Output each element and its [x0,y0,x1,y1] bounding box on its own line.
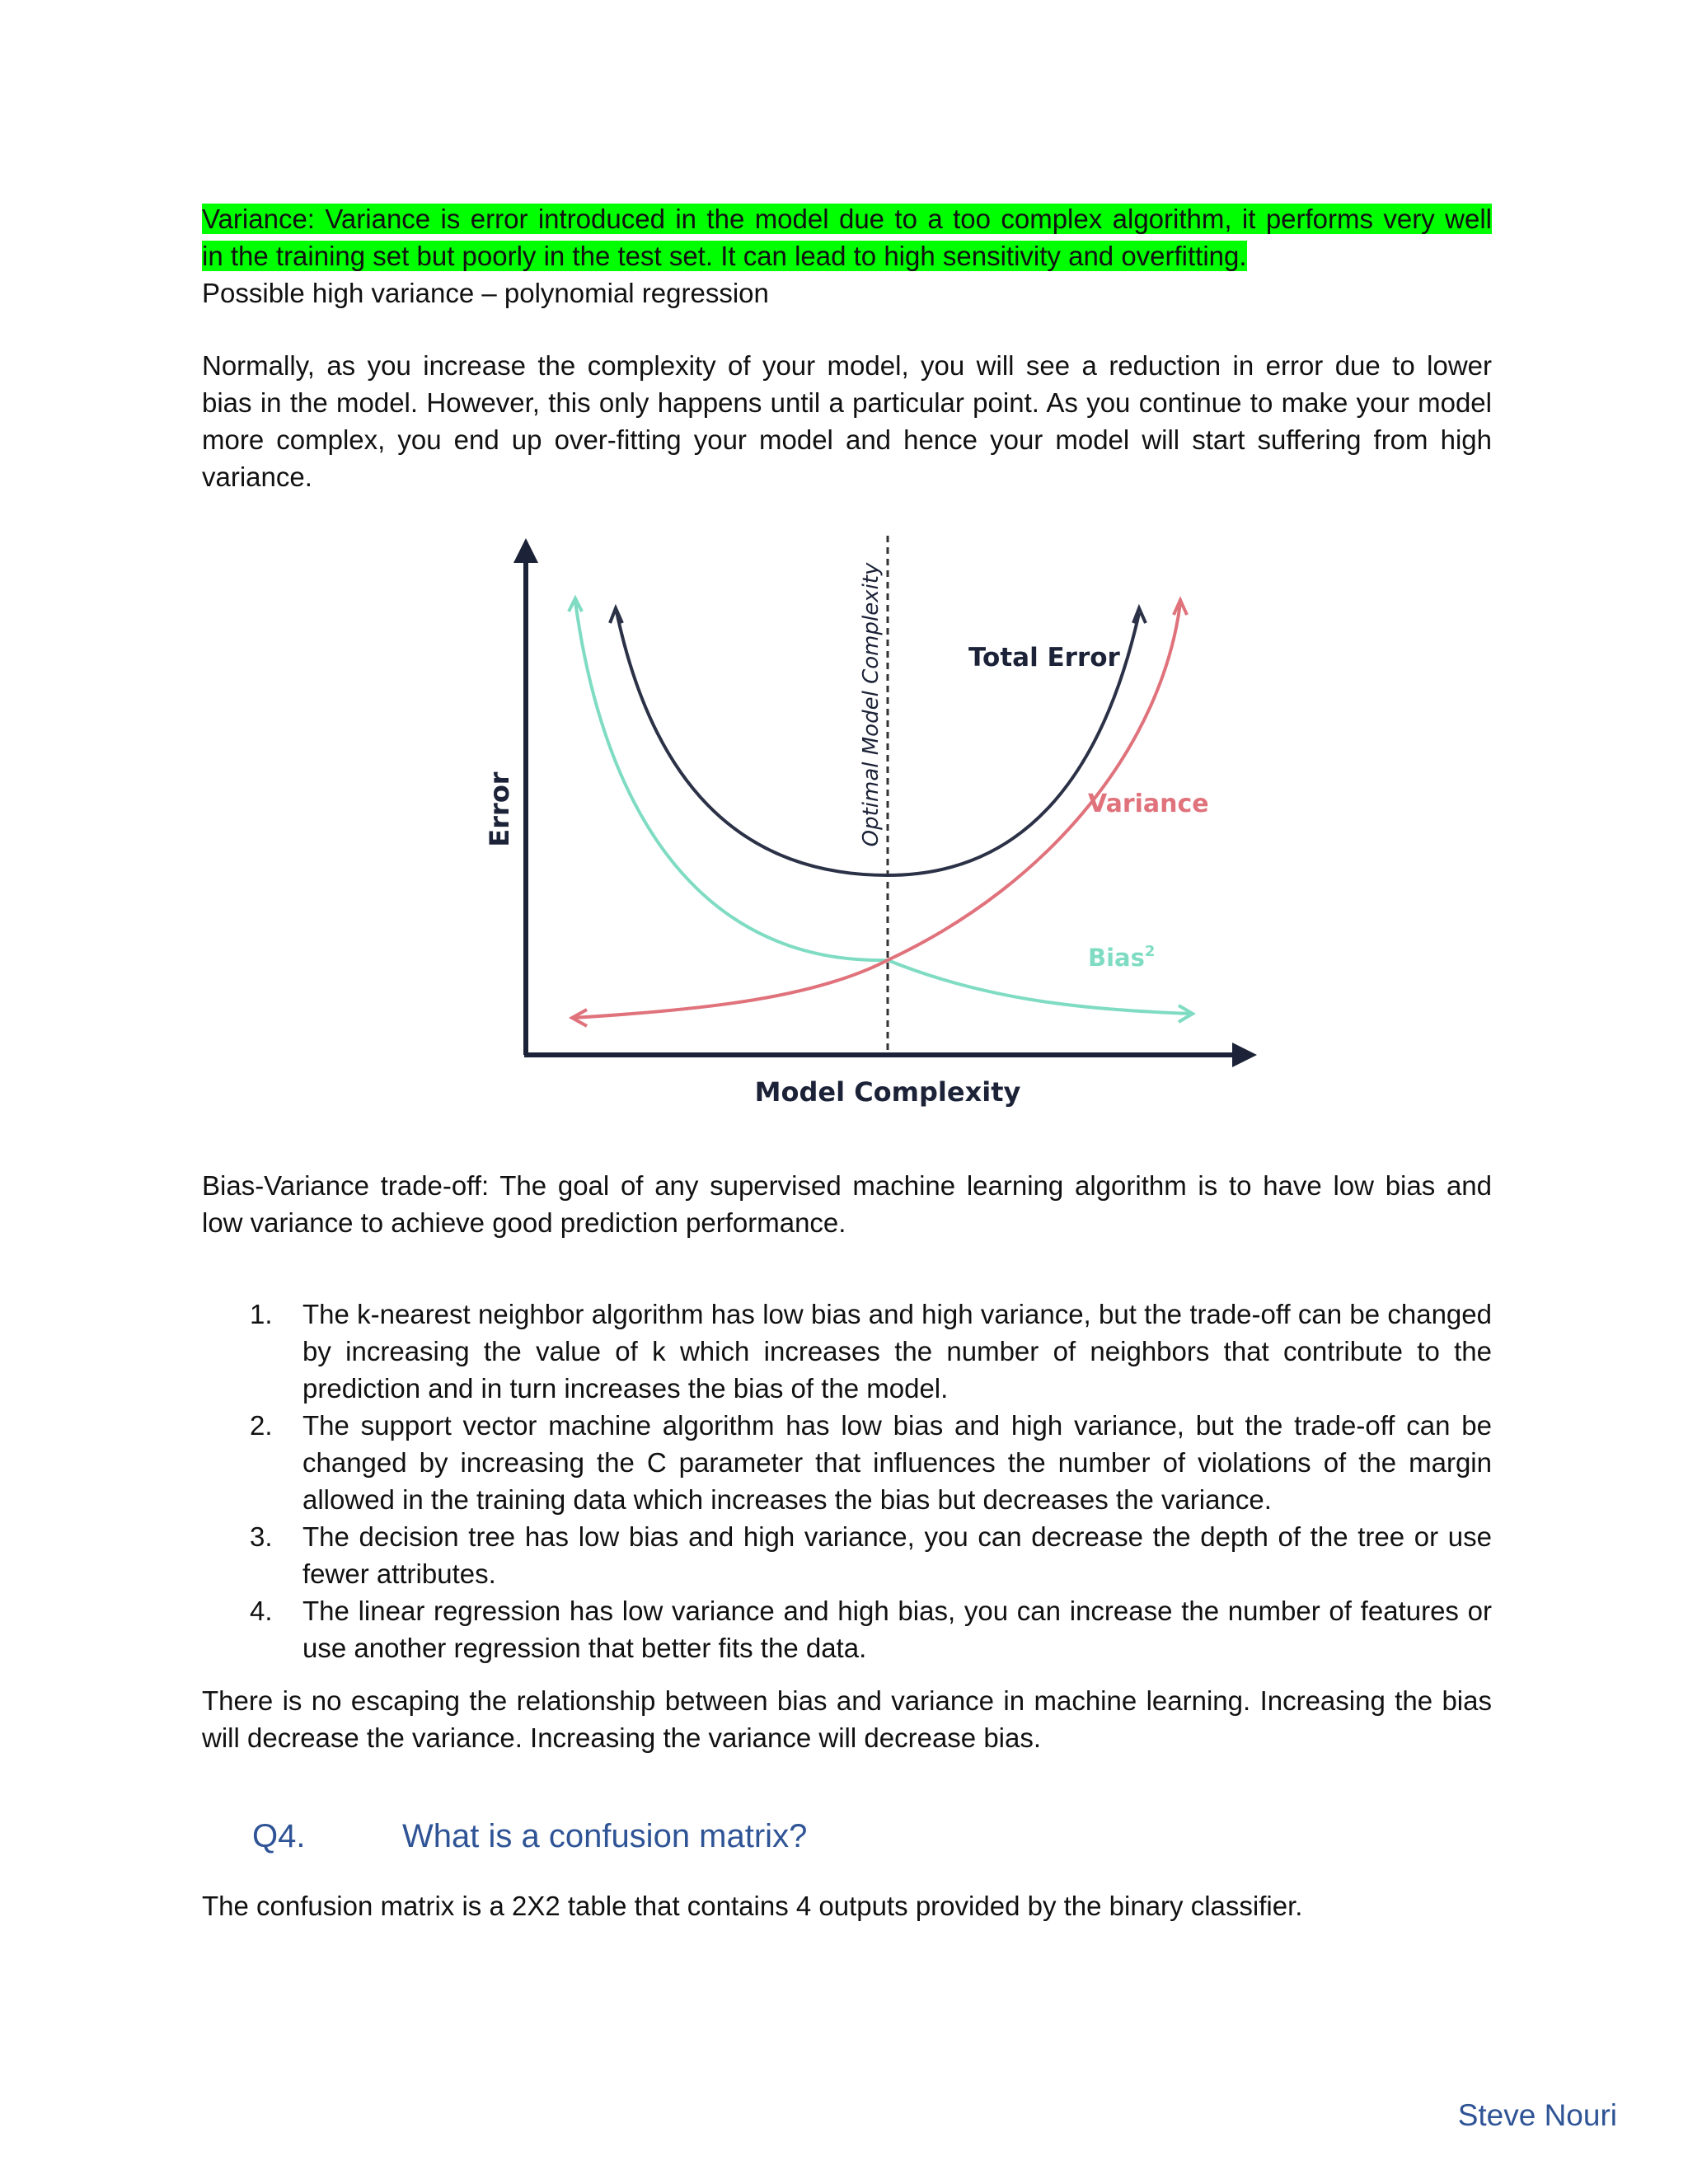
list-item-line: changed by increasing the C parameter that influences the number of violations of the margin [302,1447,1492,1478]
optimal-complexity-label: Optimal Model Complexity [859,562,884,847]
list-item-line: The decision tree has low bias and high variance, you can decrease the depth of the tree or use [302,1521,1492,1552]
list-item-line: fewer attributes. [302,1558,496,1589]
escape-line-1: There is no escaping the relationship between bias and variance in machine learning. Increasing the bias [202,1685,1492,1716]
question-title: What is a confusion matrix? [402,1818,808,1854]
list-item-line: The linear regression has low variance and high bias, you can increase the number of features or [302,1596,1492,1626]
complexity-line-3: more complex, you end up over-fitting your model and hence your model will start suffering from high [202,424,1492,455]
complexity-paragraph [202,347,1492,495]
list-item-line: use another regression that better fits the data. [302,1633,867,1663]
list-item [202,1518,1492,1592]
list-item-line: by increasing the value of k which increases the number of neighbors that contribute to the [302,1336,1492,1366]
list-item-number: 4. [250,1596,273,1626]
footer-author: Steve Nouri [1457,2098,1617,2132]
escape-line-2: will decrease the variance. Increasing the variance will decrease bias. [202,1722,1042,1753]
list-item-line: allowed in the training data which increases the bias but decreases the variance. [302,1484,1272,1515]
complexity-line-2: bias in the model. However, this only happens until a particular point. As you continue to make your model [202,387,1492,418]
x-axis-label: Model Complexity [754,1076,1021,1108]
tradeoff-line-1: Bias-Variance trade-off: The goal of any supervised machine learning algorithm is to have low bias and [202,1170,1492,1201]
bias-label-superscript: 2 [1144,943,1156,960]
list-item-line: The support vector machine algorithm has low bias and high variance, but the trade-off can be [302,1410,1492,1441]
list-item-line: The k-nearest neighbor algorithm has low bias and high variance, but the trade-off can be changed [302,1299,1492,1329]
total-error-label: Total Error [968,643,1120,673]
complexity-line-1: Normally, as you increase the complexity of your model, you will see a reduction in error due to lower [202,350,1492,381]
tradeoff-paragraph [202,1167,1492,1241]
escape-paragraph [202,1682,1492,1756]
complexity-line-4: variance. [202,462,312,492]
list-item-number: 1. [250,1299,273,1329]
confusion-line-1: The confusion matrix is a 2X2 table that contains 4 outputs provided by the binary classifier. [202,1891,1303,1921]
list-item-line: prediction and in turn increases the bias of the model. [302,1373,949,1404]
question-heading [252,1816,807,1857]
variance-label: Variance [1088,790,1209,818]
list-item [202,1407,1492,1518]
tradeoff-examples-list [202,1296,1492,1666]
list-item [202,1592,1492,1666]
variance-line-3: Possible high variance – polynomial regression [202,278,769,308]
list-item [202,1296,1492,1407]
bias-label [1088,943,1155,972]
list-item-number: 3. [250,1521,273,1552]
tradeoff-line-2: low variance to achieve good prediction performance. [202,1207,846,1238]
confusion-paragraph [202,1887,1492,1924]
list-item-number: 2. [250,1410,273,1441]
variance-highlight-line-2: in the training set but poorly in the test set. It can lead to high sensitivity and overfitting. [202,241,1247,271]
variance-highlight-line-1: Variance: Variance is error introduced in the model due to a too complex algorithm, it performs very well [202,204,1492,234]
bias-variance-chart [462,536,1269,1129]
y-axis-label: Error [484,771,515,847]
question-number: Q4. [252,1818,306,1854]
bias-label-text: Bias [1088,944,1145,972]
variance-paragraph [202,200,1492,312]
